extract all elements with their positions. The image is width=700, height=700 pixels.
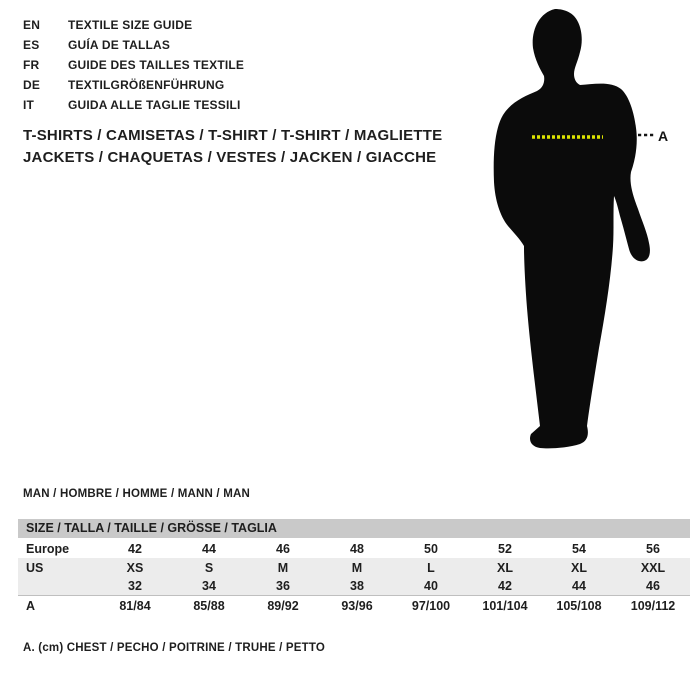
size-cell: 46 (646, 579, 660, 593)
size-cell: 89/92 (267, 598, 299, 613)
size-cell: 34 (202, 579, 216, 593)
size-cell: 50 (424, 541, 438, 556)
size-cell: 93/96 (341, 598, 373, 613)
size-cell: 42 (498, 579, 512, 593)
size-cell: S (204, 560, 214, 575)
size-cell: 54 (572, 541, 586, 556)
language-label: GUÍA DE TALLAS (68, 38, 171, 52)
size-row-europe (18, 539, 690, 558)
size-cell: M (351, 560, 363, 575)
size-cell: 97/100 (411, 598, 451, 613)
language-label: TEXTILE SIZE GUIDE (68, 18, 193, 32)
size-cell: L (427, 560, 435, 575)
language-code: EN (23, 18, 41, 32)
category-list (23, 125, 442, 169)
language-label: GUIDE DES TAILLES TEXTILE (68, 58, 245, 72)
size-cell: 85/88 (193, 598, 225, 613)
row-label: A (26, 598, 36, 613)
size-cell: M (277, 560, 289, 575)
size-cell: 56 (646, 541, 660, 556)
category-line-jackets: JACKETS / CHAQUETAS / VESTES / JACKEN / GIACCHE (23, 149, 437, 166)
size-cell: 44 (202, 541, 216, 556)
size-cell: 101/104 (482, 598, 528, 613)
language-row (23, 55, 244, 75)
size-cell: 81/84 (119, 598, 151, 613)
man-silhouette (494, 9, 650, 448)
size-table (18, 519, 690, 615)
language-code: FR (23, 58, 40, 72)
category-line-tshirts: T-SHIRTS / CAMISETAS / T-SHIRT / T-SHIRT / MAGLIETTE (23, 127, 443, 144)
size-row-numeric (18, 577, 690, 596)
size-cell: 105/108 (556, 598, 602, 613)
measure-label-a: A (658, 128, 669, 144)
size-cell: XL (497, 560, 513, 575)
size-cell: 38 (350, 579, 364, 593)
language-label: TEXTILGRÖßENFÜHRUNG (68, 78, 225, 92)
language-row (23, 95, 244, 115)
language-code: DE (23, 78, 41, 92)
size-cell: 52 (498, 541, 512, 556)
row-label: Europe (26, 541, 70, 556)
size-table-header: SIZE / TALLA / TAILLE / GRÖSSE / TAGLIA (18, 519, 690, 538)
size-cell: 42 (128, 541, 142, 556)
size-row-chest-a (18, 596, 690, 615)
language-row (23, 35, 244, 55)
size-cell: XS (126, 560, 144, 575)
size-cell: 36 (276, 579, 290, 593)
language-row (23, 75, 244, 95)
language-code: ES (23, 38, 40, 52)
size-cell: 44 (572, 579, 586, 593)
measurement-footnote: A. (cm) CHEST / PECHO / POITRINE / TRUHE / PETTO (23, 642, 326, 654)
size-cell: 40 (424, 579, 438, 593)
measurement-figure (470, 0, 700, 470)
size-cell: 46 (276, 541, 290, 556)
size-cell: 32 (128, 579, 142, 593)
row-label: US (26, 560, 44, 575)
section-heading-man: MAN / HOMBRE / HOMME / MANN / MAN (23, 488, 251, 500)
size-cell: 109/112 (630, 598, 676, 613)
size-cell: XL (571, 560, 587, 575)
language-row (23, 15, 244, 35)
size-cell: XXL (640, 560, 666, 575)
size-cell: 48 (350, 541, 364, 556)
size-row-us (18, 558, 690, 577)
language-code: IT (23, 98, 35, 112)
language-list (23, 15, 244, 115)
language-label: GUIDA ALLE TAGLIE TESSILI (68, 98, 241, 112)
